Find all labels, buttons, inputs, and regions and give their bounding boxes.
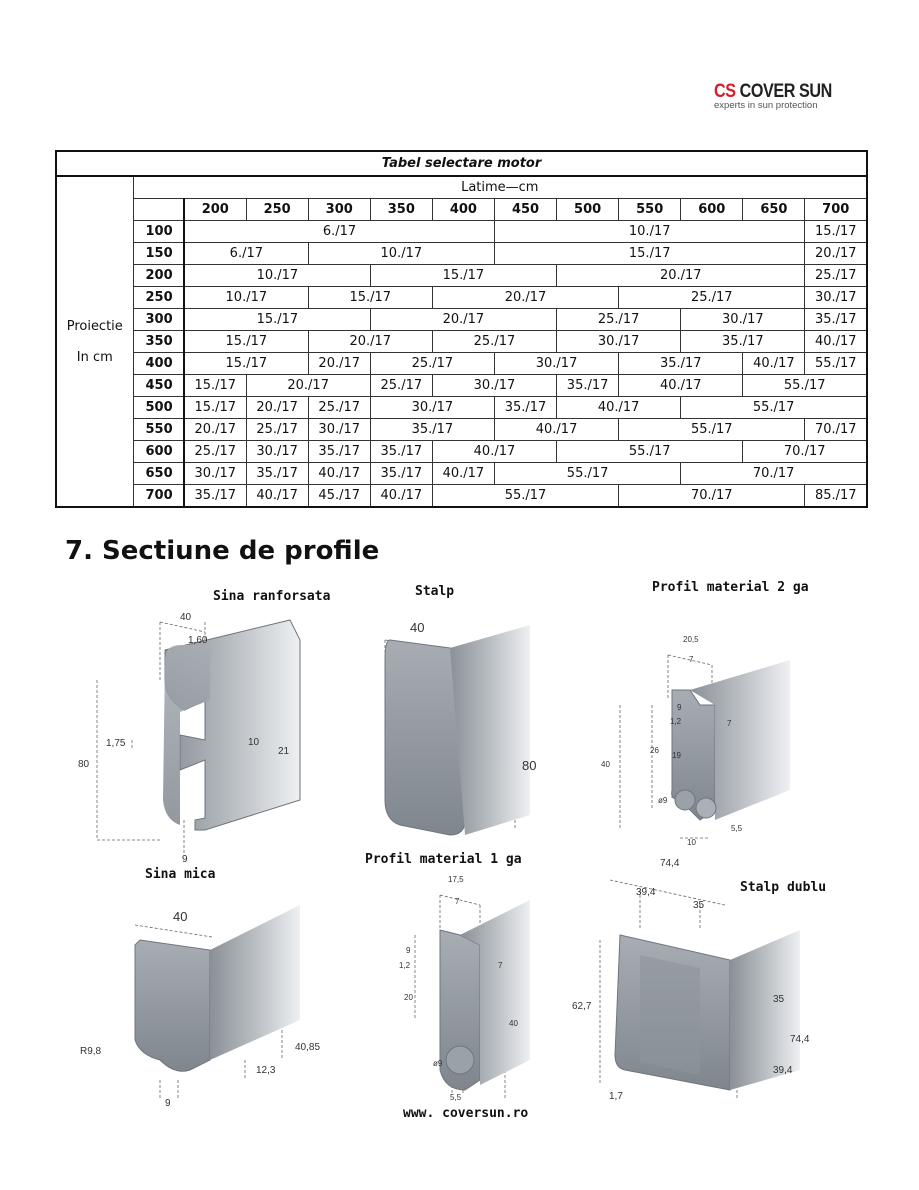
column-header: 350 (370, 199, 432, 221)
table-cell: 40./17 (619, 375, 743, 397)
table-cell: 6./17 (184, 243, 308, 265)
table-cell: 35./17 (370, 441, 432, 463)
dim-label: 19 (672, 751, 681, 760)
table-cell: 25./17 (184, 441, 246, 463)
dim-label: 74,4 (790, 1034, 810, 1045)
table-cell: 25./17 (246, 419, 308, 441)
table-cell: 30./17 (370, 397, 494, 419)
sina-ranforsata-title: Sina ranforsata (213, 589, 331, 604)
sina-mica-title: Sina mica (145, 867, 216, 882)
row-header: 100 (133, 221, 184, 243)
table-cell: 40./17 (743, 353, 805, 375)
dim-label: 5,5 (450, 1093, 462, 1102)
projection-label-1: Proiectie (66, 318, 123, 334)
row-header: 300 (133, 309, 184, 331)
table-cell: 20./17 (557, 265, 805, 287)
table-cell: 35./17 (494, 397, 556, 419)
column-header: 650 (743, 199, 805, 221)
table-cell: 35./17 (370, 463, 432, 485)
table-cell: 10./17 (494, 221, 804, 243)
stalp-title: Stalp (415, 584, 455, 599)
profil-2ga-title: Profil material 2 ga (652, 580, 809, 595)
table-cell: 40./17 (370, 485, 432, 508)
table-cell: 20./17 (308, 353, 370, 375)
table-cell: 15./17 (370, 265, 556, 287)
dim-label: 40 (601, 760, 610, 769)
table-cell: 25./17 (308, 397, 370, 419)
table-cell: 70./17 (619, 485, 805, 508)
row-header: 200 (133, 265, 184, 287)
dim-label: 20,5 (683, 635, 699, 644)
dim-label: 80 (78, 759, 90, 770)
dim-label: 9 (165, 1098, 171, 1109)
table-cell: 35./17 (619, 353, 743, 375)
row-header: 500 (133, 397, 184, 419)
projection-label-2: In cm (76, 349, 113, 365)
table-cell: 55./17 (619, 419, 805, 441)
table-cell: 30./17 (432, 375, 556, 397)
dim-label: 7 (498, 961, 503, 970)
dim-label: 39,4 (773, 1065, 793, 1076)
column-header: 300 (308, 199, 370, 221)
dim-label: 1,75 (106, 738, 126, 749)
column-header: 600 (681, 199, 743, 221)
dim-label: 1,60 (188, 635, 208, 646)
table-cell: 25./17 (370, 353, 494, 375)
column-header: 250 (246, 199, 308, 221)
table-cell: 15./17 (184, 397, 246, 419)
table-cell: 25./17 (370, 375, 432, 397)
table-cell: 15./17 (805, 221, 867, 243)
table-cell: 25./17 (619, 287, 805, 309)
table-cell: 15./17 (308, 287, 432, 309)
row-header: 600 (133, 441, 184, 463)
table-cell: 30./17 (246, 441, 308, 463)
dim-label: 10 (687, 838, 696, 847)
dim-label: 40 (173, 909, 188, 924)
dim-label: 12,3 (256, 1065, 276, 1076)
table-cell: 55./17 (681, 397, 867, 419)
dim-label: 35 (773, 994, 785, 1005)
table-cell: 20./17 (308, 331, 432, 353)
table-cell: 35./17 (308, 441, 370, 463)
row-header: 250 (133, 287, 184, 309)
dim-label: 40,85 (295, 1042, 321, 1053)
dim-label: 7 (455, 897, 460, 906)
row-header: 550 (133, 419, 184, 441)
table-cell: 15./17 (184, 375, 246, 397)
logo-tagline: experts in sun protection (714, 100, 818, 111)
table-cell: 45./17 (308, 485, 370, 508)
dim-label: 10 (248, 737, 260, 748)
table-cell: 25./17 (805, 265, 867, 287)
width-label: Latime—cm (133, 176, 867, 199)
dim-label: 40 (509, 1019, 518, 1028)
dim-label: 40 (180, 612, 192, 623)
table-cell: 30./17 (805, 287, 867, 309)
stalp-dublu-title: Stalp dublu (740, 880, 827, 895)
table-cell: 55./17 (494, 463, 680, 485)
table-cell: 20./17 (805, 243, 867, 265)
dim-label: 9 (677, 703, 682, 712)
table-cell: 15./17 (494, 243, 804, 265)
dim-label: ø9 (433, 1059, 443, 1068)
table-cell: 15./17 (184, 331, 308, 353)
table-cell: 40./17 (805, 331, 867, 353)
dim-label: 17,5 (448, 875, 464, 884)
column-header: 400 (432, 199, 494, 221)
table-cell: 35./17 (557, 375, 619, 397)
dim-label: 40 (410, 620, 425, 635)
table-cell: 35./17 (246, 463, 308, 485)
dim-label: 26 (650, 746, 659, 755)
table-cell: 6./17 (184, 221, 494, 243)
table-cell: 35./17 (184, 485, 246, 508)
table-cell: 40./17 (432, 441, 556, 463)
table-cell: 20./17 (246, 397, 308, 419)
table-cell: 40./17 (494, 419, 618, 441)
dim-label: 5,5 (731, 824, 743, 833)
table-cell: 20./17 (432, 287, 618, 309)
table-cell: 40./17 (432, 463, 494, 485)
column-header: 200 (184, 199, 246, 221)
table-title: Tabel selectare motor (56, 151, 867, 176)
logo-name: COVER SUN (739, 81, 832, 102)
website: www. coversun.ro (403, 1106, 529, 1121)
dim-label: 39,4 (636, 887, 656, 898)
dim-label: 1,2 (399, 961, 411, 970)
table-cell: 55./17 (743, 375, 867, 397)
table-cell: 70./17 (743, 441, 867, 463)
logo-cs: CS (714, 81, 736, 102)
row-header: 700 (133, 485, 184, 508)
dim-label: 74,4 (660, 858, 680, 869)
dim-label: 35 (693, 900, 705, 911)
table-cell: 35./17 (370, 419, 494, 441)
table-cell: 10./17 (308, 243, 494, 265)
table-cell: 20./17 (370, 309, 556, 331)
row-header: 350 (133, 331, 184, 353)
row-header: 400 (133, 353, 184, 375)
dim-label: 80 (522, 758, 537, 773)
table-cell: 35./17 (681, 331, 805, 353)
row-header: 150 (133, 243, 184, 265)
column-header: 550 (619, 199, 681, 221)
dim-label: R9,8 (80, 1046, 102, 1057)
dim-label: 7 (689, 655, 694, 664)
dim-label: 1,7 (609, 1091, 623, 1102)
dim-label: 21 (278, 746, 290, 757)
table-cell: 30./17 (308, 419, 370, 441)
dim-label: 9 (182, 854, 188, 865)
column-header: 450 (494, 199, 556, 221)
table-cell: 30./17 (557, 331, 681, 353)
column-header: 700 (805, 199, 867, 221)
table-cell: 30./17 (184, 463, 246, 485)
profil-1ga-title: Profil material 1 ga (365, 852, 522, 867)
table-cell: 15./17 (184, 309, 370, 331)
table-cell: 15./17 (184, 353, 308, 375)
table-cell: 25./17 (557, 309, 681, 331)
dim-label: 1,2 (670, 717, 682, 726)
dim-label: ø9 (658, 796, 668, 805)
table-cell: 40./17 (246, 485, 308, 508)
table-cell: 30./17 (681, 309, 805, 331)
column-header: 500 (557, 199, 619, 221)
table-cell: 20./17 (184, 419, 246, 441)
table-cell: 10./17 (184, 287, 308, 309)
table-cell: 85./17 (805, 485, 867, 508)
dim-label: 7 (727, 719, 732, 728)
dim-label: 62,7 (572, 1001, 592, 1012)
table-cell: 70./17 (805, 419, 867, 441)
table-cell: 55./17 (805, 353, 867, 375)
table-cell: 30./17 (494, 353, 618, 375)
table-cell: 70./17 (681, 463, 867, 485)
table-cell: 40./17 (308, 463, 370, 485)
section-heading: 7. Sectiune de profile (65, 536, 380, 566)
row-header: 650 (133, 463, 184, 485)
table-cell: 55./17 (557, 441, 743, 463)
dim-label: 20 (404, 993, 413, 1002)
row-header: 450 (133, 375, 184, 397)
dim-label: 9 (406, 946, 411, 955)
table-cell: 10./17 (184, 265, 370, 287)
table-cell: 35./17 (805, 309, 867, 331)
table-cell: 20./17 (246, 375, 370, 397)
table-cell: 40./17 (557, 397, 681, 419)
table-cell: 55./17 (432, 485, 618, 508)
table-cell: 25./17 (432, 331, 556, 353)
